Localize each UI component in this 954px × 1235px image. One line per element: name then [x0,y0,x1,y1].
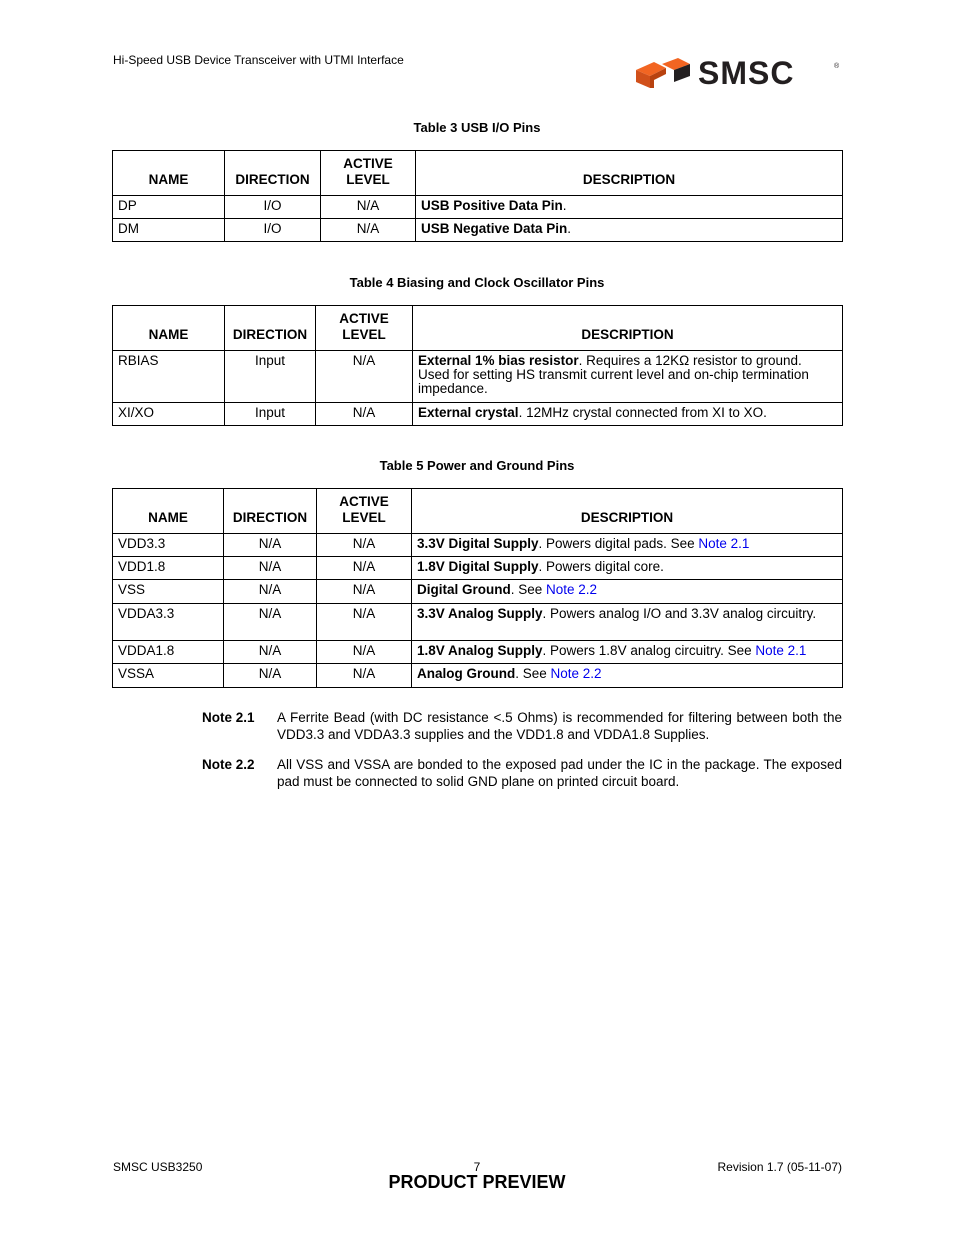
column-header: DIRECTION [224,489,317,534]
pin-direction: N/A [224,557,317,580]
pin-direction: Input [225,351,316,403]
note-label: Note 2.1 [202,710,255,725]
running-header-title: Hi-Speed USB Device Transceiver with UTMI Interface [113,53,404,67]
table-row [113,557,843,580]
column-header: DESCRIPTION [416,151,843,196]
pin-name: VDDA3.3 [113,604,224,641]
pin-active-level: N/A [317,557,412,580]
footer-revision: Revision 1.7 (05-11-07) [717,1160,842,1174]
description-text: . See [510,582,547,597]
column-header: DESCRIPTION [412,489,843,534]
pin-active-level: N/A [317,641,412,664]
pin-direction: N/A [224,580,317,604]
pin-description [412,580,843,604]
pin-name: VDD1.8 [113,557,224,580]
pin-direction: Input [225,403,316,426]
description-text: . 12MHz crystal connected from XI to XO. [518,405,767,420]
column-header: ACTIVE LEVEL [317,489,412,534]
description-term: USB Negative Data Pin [421,221,568,236]
pin-direction: N/A [224,534,317,557]
pin-active-level: N/A [317,534,412,557]
pin-active-level: N/A [317,580,412,604]
pin-description [412,604,843,641]
table4-caption: Table 4 Biasing and Clock Oscillator Pins [349,275,605,290]
pin-active-level: N/A [316,351,413,403]
pin-description [416,219,843,242]
pin-active-level: N/A [321,196,416,219]
smsc-logo [632,56,842,92]
description-text: . Powers 1.8V analog circuitry. See [542,643,756,658]
note-2-2 [202,756,842,792]
footer-product: SMSC USB3250 [113,1160,203,1174]
pin-name: VSSA [113,664,224,688]
table-row [113,604,843,641]
pin-name: VDD3.3 [113,534,224,557]
column-header: DIRECTION [225,151,321,196]
description-term: USB Positive Data Pin [421,198,563,213]
pin-direction: I/O [225,196,321,219]
pin-direction: N/A [224,664,317,688]
pin-name: DM [113,219,225,242]
description-text: . Powers digital core. [538,559,664,574]
column-header: DIRECTION [225,306,316,351]
description-text: . Requires a 12KΩ resistor to ground. Used for setting HS transmit current level and on-chip termination impedance. [418,353,809,396]
table5-power-ground-pins [112,488,843,688]
pin-direction: N/A [224,604,317,641]
table-row [113,403,843,426]
table4-biasing-clock-pins [112,305,843,426]
description-text: . See [515,666,551,681]
table-row [113,664,843,688]
pin-direction: N/A [224,641,317,664]
pin-name: XI/XO [113,403,225,426]
column-header: NAME [113,489,224,534]
pin-description [412,557,843,580]
table-row [113,580,843,604]
table5-caption: Table 5 Power and Ground Pins [379,458,575,473]
table-row [113,534,843,557]
pin-active-level: N/A [317,664,412,688]
description-term: Digital Ground [417,582,511,597]
pin-name: DP [113,196,225,219]
note-text: All VSS and VSSA are bonded to the exposed pad under the IC in the package. The exposed pad must be connected to solid GND plane on printed circuit board. [277,757,842,789]
pin-name: RBIAS [113,351,225,403]
pin-description [416,196,843,219]
pin-description [412,534,843,557]
table3-usb-io-pins [112,150,843,242]
table3-caption: Table 3 USB I/O Pins [413,120,541,135]
description-text: . [562,198,567,213]
pin-active-level: N/A [321,219,416,242]
table-row [113,641,843,664]
column-header: DESCRIPTION [413,306,843,351]
pin-description [412,664,843,688]
table-row [113,351,843,403]
column-header: NAME [113,151,225,196]
description-term: External crystal [418,405,519,420]
pin-active-level: N/A [316,403,413,426]
description-term: 1.8V Analog Supply [417,643,543,658]
logo-wordmark: SMSC [698,56,795,91]
description-text: . Powers digital pads. See [538,536,699,551]
description-term: 1.8V Digital Supply [417,559,539,574]
svg-text:®: ® [834,63,840,70]
note-label: Note 2.2 [202,757,255,772]
description-text: . [567,221,572,236]
note-link[interactable]: Note 2.2 [546,582,598,597]
note-link[interactable]: Note 2.1 [698,536,750,551]
note-link[interactable]: Note 2.1 [755,643,807,658]
note-2-1 [202,709,842,745]
pin-description [412,641,843,664]
pin-description [413,403,843,426]
description-term: Analog Ground [417,666,516,681]
note-link[interactable]: Note 2.2 [550,666,602,681]
note-text: A Ferrite Bead (with DC resistance <.5 Ohms) is recommended for filtering between both the VDD3.3 and VDDA3.3 supplies and the VDD1.8 and VDDA1.8 Supplies. [277,710,842,742]
column-header: ACTIVE LEVEL [316,306,413,351]
description-term: External 1% bias resistor [418,353,579,368]
table-row [113,219,843,242]
column-header: NAME [113,306,225,351]
description-term: 3.3V Analog Supply [417,606,543,621]
footer-product-preview: PRODUCT PREVIEW [388,1172,566,1192]
pin-name: VDDA1.8 [113,641,224,664]
column-header: ACTIVE LEVEL [321,151,416,196]
pin-active-level: N/A [317,604,412,641]
table-row [113,196,843,219]
footer-page-number: 7 [473,1160,481,1174]
pin-direction: I/O [225,219,321,242]
pin-name: VSS [113,580,224,604]
description-term: 3.3V Digital Supply [417,536,539,551]
pin-description [413,351,843,403]
description-text: . Powers analog I/O and 3.3V analog circuitry. [542,606,817,621]
